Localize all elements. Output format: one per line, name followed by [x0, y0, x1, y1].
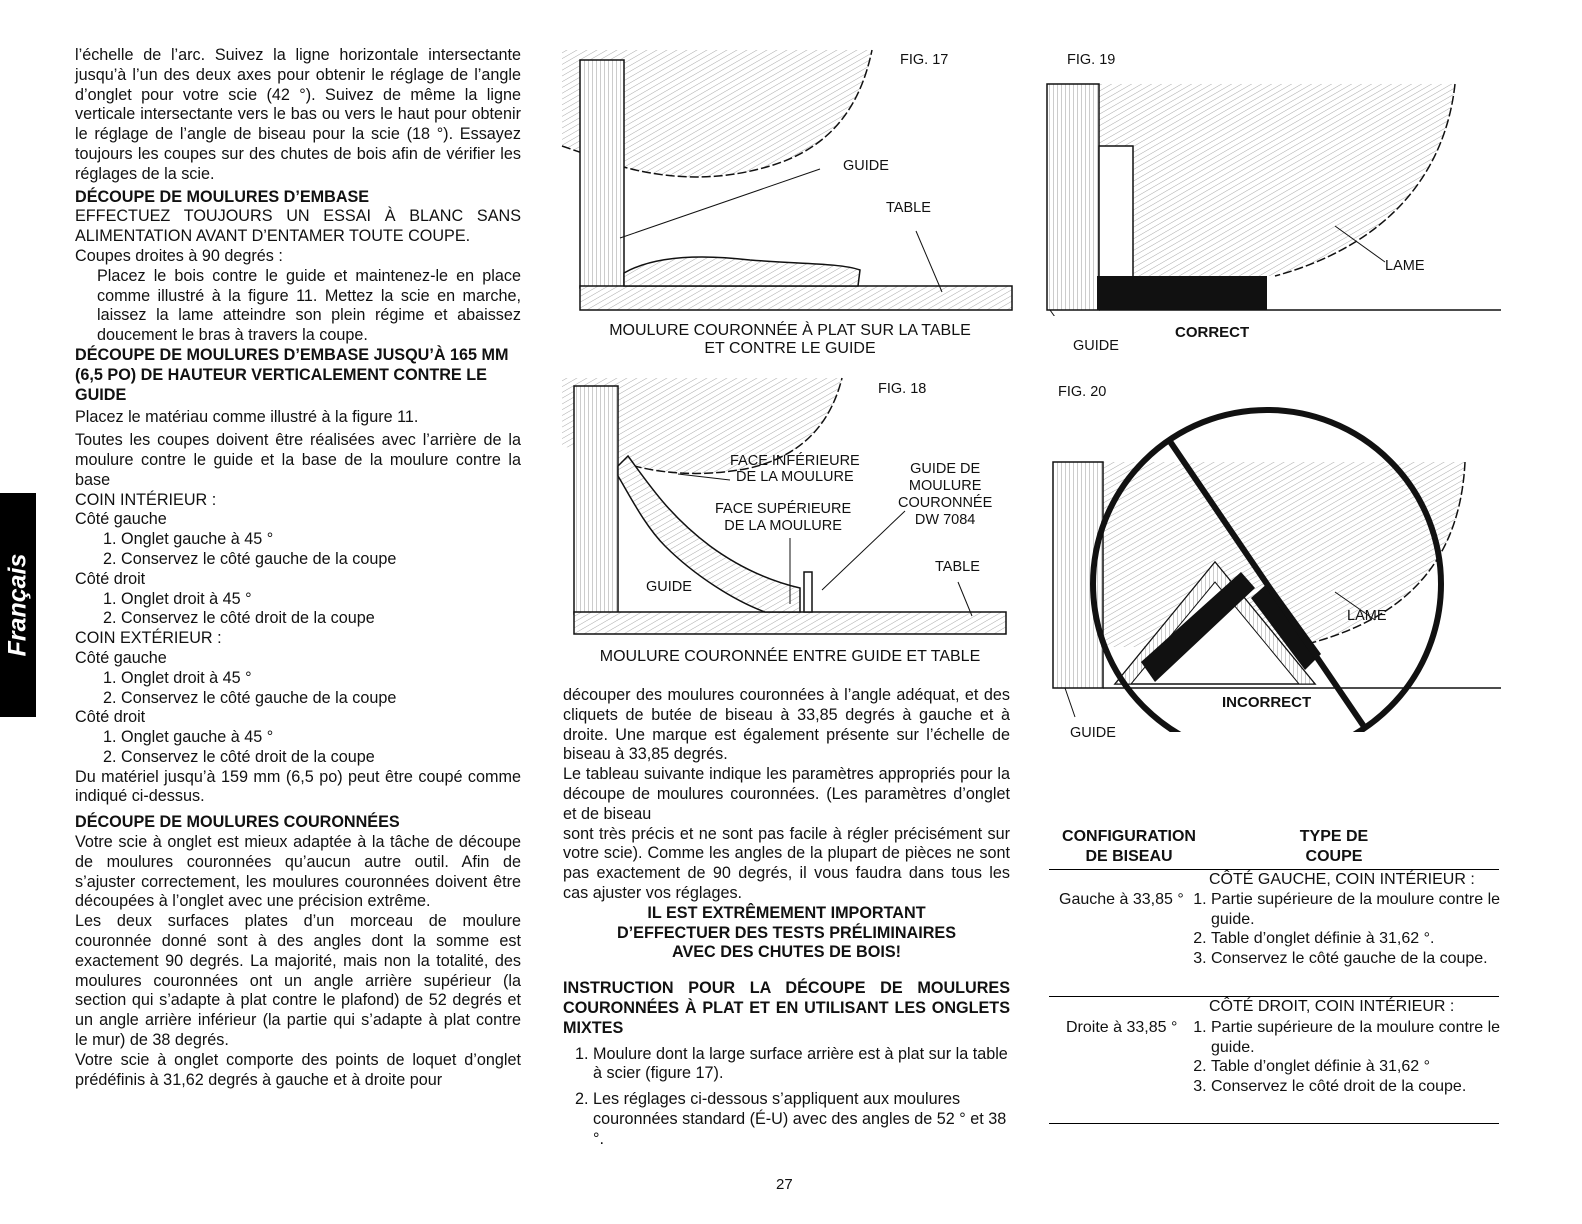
flat-crown-step-1: 1. Moulure dont la large surface arrière est à plat sur la table à scier (figure 17). [593, 1045, 1010, 1085]
straight-cuts-label: Coupes droites à 90 degrés : [75, 246, 283, 265]
middle-paragraph-1: découper des moulures couronnées à l’angle adéquat, et des cliquets de butée de biseau à 33,85 degrés à gauche et à droite. Une marque est également présente sur l’échelle de biseau à 33,85 degrés. [563, 686, 1010, 764]
fig17-label: FIG. 17 [900, 52, 949, 68]
material-height-text: Du matériel jusqu’à 159 mm (6,5 po) peut être coupé comme indiqué ci-dessus. [75, 767, 521, 806]
fig18-face-sup-label: FACE SUPÉRIEURE DE LA MOULURE [715, 501, 852, 534]
all-cuts-text: Toutes les coupes doivent être réalisées avec l’arrière de la moulure contre le guide et la base de la moulure contre la base [75, 431, 521, 489]
figure-19 [1045, 76, 1505, 316]
place-material-text: Placez le matériau comme illustré à la figure 11. [75, 408, 419, 427]
figure-17-drawing [560, 48, 1020, 318]
warning-line-3: AVEC DES CHUTES DE BOIS! [671, 943, 902, 962]
row2-bevel: Droite à 33,85 ° [1066, 1019, 1178, 1036]
outer-right-step-1: 1. Onglet gauche à 45 ° [103, 728, 274, 747]
middle-paragraph-3: sont très précis et ne sont pas facile à régler précisément sur votre scie). Comme les angles de la plupart de pièces ne sont pas exactement de 90 degrés, il vous faudra dans tous les cas ajuster vos réglages. [563, 824, 1010, 902]
fig18-guide-label: GUIDE [646, 579, 692, 595]
fig17-caption: MOULURE COURONNÉE À PLAT SUR LA TABLE ET CONTRE LE GUIDE [609, 322, 971, 357]
outer-left-step-1: 1. Onglet droit à 45 ° [103, 668, 252, 687]
crown-paragraph-2: Les deux surfaces plates d’un morceau de moulure couronnée donné sont à des angles dont la somme est exactement 90 degrés. La majorité, mais non la totalité, des moulures couronnées ont un angle arrière supérieur (la section qui s’adapte à plat contre le plafond) de 52 degrés et un angle arrière inférieur (la partie qui s’adapte à plat contre le mur) de 38 degrés. [75, 912, 521, 1050]
figure-17 [560, 48, 1020, 318]
outer-corner-label: COIN EXTÉRIEUR : [75, 629, 222, 648]
outer-right-step-2: 2. Conservez le côté droit de la coupe [103, 747, 375, 766]
fig19-guide-label: GUIDE [1073, 338, 1119, 354]
inner-right-step-2: 2. Conservez le côté droit de la coupe [103, 609, 375, 628]
heading-crown: DÉCOUPE DE MOULURES COURONNÉES [75, 813, 400, 832]
fig20-lame-label: LAME [1347, 608, 1387, 624]
outer-left-side: Côté gauche [75, 648, 167, 667]
inner-right-step-1: 1. Onglet droit à 45 ° [103, 589, 252, 608]
straight-cuts-body: Placez le bois contre le guide et maintenez-le en place comme illustré à la figure 11. Mettez la scie en marche, laissez la lame atteindre son plein régime et abaissez doucement le bras à travers la coupe. [97, 266, 521, 345]
inner-left-step-2: 2. Conservez le côté gauche de la coupe [103, 549, 397, 568]
crown-paragraph-1: Votre scie à onglet est mieux adaptée à la tâche de découpe de moulures couronnées qu’aucun autre outil. Afin de s’ajuster correctement, les moulures couronnées doivent être découpées à l’onglet avec une précision extrême. [75, 833, 521, 911]
row2-step-3: 3. Conservez le côté droit de la coupe. [1211, 1077, 1511, 1097]
row2-step-2: 2. Table d’onglet définie à 31,62 ° [1211, 1057, 1511, 1077]
flat-crown-steps [563, 1045, 1010, 1150]
warning-line-2: D’EFFECTUER DES TESTS PRÉLIMINAIRES [616, 923, 957, 942]
fig18-label: FIG. 18 [878, 381, 927, 397]
table-rule-bottom [1049, 1123, 1499, 1124]
fig18-caption: MOULURE COURONNÉE ENTRE GUIDE ET TABLE [599, 648, 981, 665]
row1-steps [1187, 890, 1511, 968]
figure-18 [560, 376, 1020, 638]
warning-line-1: IL EST EXTRÊMEMENT IMPORTANT [647, 903, 926, 922]
row2-steps [1187, 1018, 1511, 1096]
row1-bevel: Gauche à 33,85 ° [1059, 891, 1184, 908]
intro-paragraph: l’échelle de l’arc. Suivez la ligne horizontale intersectante jusqu’à l’un des deux axes pour obtenir le réglage de l’angle d’onglet pour votre scie (42 °). Suivez de même la ligne verticale intersectante vers le bas ou vers le haut pour obtenir le réglage de l’angle de biseau pour la scie (18 °). Essayez toujours les coupes sur des chutes de bois afin de vérifier les réglages de la scie. [75, 46, 521, 183]
fig18-face-inf-label: FACE INFÉRIEURE DE LA MOULURE [730, 453, 860, 485]
row1-section: CÔTÉ GAUCHE, COIN INTÉRIEUR : [1209, 871, 1475, 888]
heading-baseboard-vertical: DÉCOUPE DE MOULURES D’EMBASE JUSQU’À 165 MM (6,5 PO) DE HAUTEUR VERTICALEMENT CONTRE LE GUIDE [75, 345, 509, 404]
outer-right-side: Côté droit [75, 708, 146, 727]
fig19-label: FIG. 19 [1067, 52, 1116, 68]
crown-paragraph-3: Votre scie à onglet comporte des points de loquet d’onglet prédéfinis à 31,62 degrés à gauche et à droite pour [75, 1050, 521, 1089]
figure-19-drawing [1045, 76, 1505, 316]
inner-right-side: Côté droit [75, 569, 146, 588]
row2-section: CÔTÉ DROIT, COIN INTÉRIEUR : [1209, 998, 1455, 1015]
fig18-guide-de-label: GUIDE DE MOULURE COURONNÉE DW 7084 [898, 461, 993, 528]
column-middle [563, 686, 1010, 1156]
dry-run-warning: EFFECTUEZ TOUJOURS UN ESSAI À BLANC SANS ALIMENTATION AVANT D’ENTAMER TOUTE COUPE. [75, 207, 521, 246]
heading-baseboard: DÉCOUPE DE MOULURES D’EMBASE [75, 187, 370, 206]
header-cut-type: TYPE DE COUPE [1299, 828, 1369, 865]
figure-20-drawing [1045, 392, 1505, 732]
row2-step-1: 1. Partie supérieure de la moulure contre le guide. [1211, 1018, 1511, 1057]
inner-corner-label: COIN INTÉRIEUR : [75, 490, 217, 509]
page-number: 27 [776, 1176, 793, 1193]
flat-crown-step-2: 2. Les réglages ci-dessous s’appliquent aux moulures couronnées standard (É-U) avec des angles de 52 ° et 38 °. [593, 1090, 1010, 1149]
heading-flat-crown: INSTRUCTION POUR LA DÉCOUPE DE MOULURES COURONNÉES À PLAT ET EN UTILISANT LES ONGLETS MIXTES [563, 979, 1010, 1037]
fig19-lame-label: LAME [1385, 258, 1425, 274]
middle-paragraph-2: Le tableau suivante indique les paramètres appropriés pour la découpe de moulures couronnées. (Les paramètres d’onglet et de biseau [563, 765, 1010, 823]
header-bevel-config: CONFIGURATION DE BISEAU [1062, 828, 1196, 865]
fig19-correct-label: CORRECT [1175, 324, 1250, 341]
fig20-guide-label: GUIDE [1070, 725, 1116, 741]
row1-step-2: 2. Table d’onglet définie à 31,62 °. [1211, 929, 1511, 949]
fig18-table-label: TABLE [935, 559, 980, 575]
column-left [75, 46, 521, 1090]
language-tab-label: Français [3, 553, 32, 657]
inner-left-side: Côté gauche [75, 510, 167, 529]
fig17-table-label: TABLE [886, 200, 931, 216]
figure-20 [1045, 392, 1505, 732]
outer-left-step-2: 2. Conservez le côté gauche de la coupe [103, 688, 397, 707]
row1-step-1: 1. Partie supérieure de la moulure contre le guide. [1211, 890, 1511, 929]
language-tab [0, 493, 36, 717]
inner-left-step-1: 1. Onglet gauche à 45 ° [103, 530, 274, 549]
fig20-incorrect-label: INCORRECT [1222, 694, 1312, 711]
fig20-label: FIG. 20 [1058, 384, 1107, 400]
fig17-guide-label: GUIDE [843, 158, 889, 174]
row1-step-3: 3. Conservez le côté gauche de la coupe. [1211, 949, 1511, 969]
